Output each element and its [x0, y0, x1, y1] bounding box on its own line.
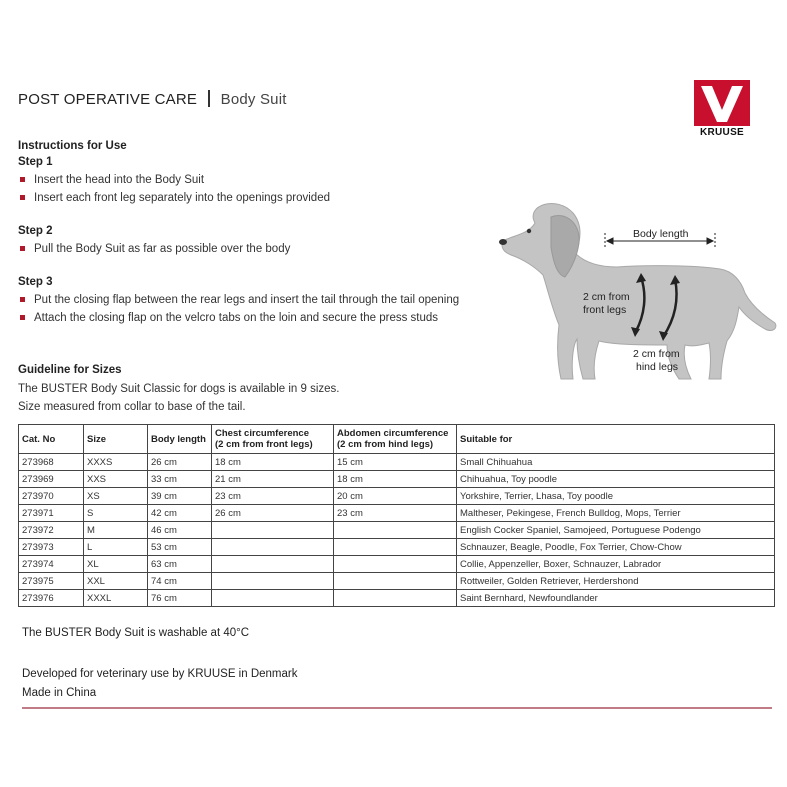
col-header-body-length: Body length: [148, 425, 212, 454]
suitable-for-cell: Rottweiler, Golden Retriever, Herdershond: [457, 573, 775, 590]
hind-legs-label-2: hind legs: [636, 361, 679, 373]
kruuse-logo: [694, 80, 750, 142]
chest-cell: 18 cm: [212, 454, 334, 471]
body-length-cell: 39 cm: [148, 488, 212, 505]
abdomen-cell: 15 cm: [334, 454, 457, 471]
list-item: Attach the closing flap on the velcro tabs on the loin and secure the press studs: [18, 309, 498, 327]
footer-notes: [22, 624, 297, 703]
size-cell: XXS: [84, 471, 148, 488]
size-table: [18, 424, 775, 607]
cat-no-cell: 273974: [19, 556, 84, 573]
body-length-cell: 76 cm: [148, 590, 212, 607]
size-cell: XL: [84, 556, 148, 573]
chest-cell: [212, 556, 334, 573]
step-2-list: [18, 240, 498, 258]
body-length-cell: 42 cm: [148, 505, 212, 522]
front-legs-label-1: 2 cm from: [583, 291, 630, 303]
abdomen-header-line-2: (2 cm from hind legs): [337, 439, 434, 450]
body-length-cell: 33 cm: [148, 471, 212, 488]
abdomen-cell: 18 cm: [334, 471, 457, 488]
suitable-for-cell: Yorkshire, Terrier, Lhasa, Toy poodle: [457, 488, 775, 505]
col-header-abdomen: [334, 425, 457, 454]
dog-measurement-diagram: [495, 195, 780, 390]
title-main: POST OPERATIVE CARE: [18, 91, 198, 108]
body-length-cell: 46 cm: [148, 522, 212, 539]
table-row: [19, 522, 775, 539]
col-header-size: Size: [84, 425, 148, 454]
size-cell: XS: [84, 488, 148, 505]
step-3-label: Step 3: [18, 276, 53, 288]
abdomen-cell: 20 cm: [334, 488, 457, 505]
chest-cell: [212, 573, 334, 590]
suitable-for-cell: Maltheser, Pekingese, French Bulldog, Mops, Terrier: [457, 505, 775, 522]
size-cell: XXL: [84, 573, 148, 590]
table-row: [19, 556, 775, 573]
size-cell: M: [84, 522, 148, 539]
suitable-for-cell: Chihuahua, Toy poodle: [457, 471, 775, 488]
size-cell: L: [84, 539, 148, 556]
sizes-heading: Guideline for Sizes: [18, 364, 122, 376]
chest-header-line-2: (2 cm from front legs): [215, 439, 313, 450]
cat-no-cell: 273975: [19, 573, 84, 590]
table-row: [19, 454, 775, 471]
body-length-cell: 74 cm: [148, 573, 212, 590]
abdomen-cell: [334, 556, 457, 573]
chest-cell: [212, 522, 334, 539]
sizes-line-2: Size measured from collar to base of the tail.: [18, 401, 246, 413]
abdomen-cell: 23 cm: [334, 505, 457, 522]
chest-cell: 23 cm: [212, 488, 334, 505]
chest-header-line-1: Chest circumference: [215, 428, 309, 439]
cat-no-cell: 273971: [19, 505, 84, 522]
logo-brand-text: KRUUSE: [699, 127, 745, 138]
suitable-for-cell: Small Chihuahua: [457, 454, 775, 471]
sizes-section: [18, 364, 340, 416]
col-header-suitable: Suitable for: [457, 425, 775, 454]
cat-no-cell: 273972: [19, 522, 84, 539]
list-item: Pull the Body Suit as far as possible over the body: [18, 240, 498, 258]
step-1-list: [18, 171, 498, 207]
page-title: [18, 90, 287, 108]
body-length-cell: 53 cm: [148, 539, 212, 556]
table-row: [19, 590, 775, 607]
step-2-label: Step 2: [18, 225, 53, 237]
cat-no-cell: 273969: [19, 471, 84, 488]
chest-cell: 26 cm: [212, 505, 334, 522]
suitable-for-cell: Schnauzer, Beagle, Poodle, Fox Terrier, Chow-Chow: [457, 539, 775, 556]
instructions-section: [18, 140, 498, 327]
table-row: [19, 471, 775, 488]
cat-no-cell: 273970: [19, 488, 84, 505]
table-row: [19, 488, 775, 505]
instructions-heading: Instructions for Use: [18, 140, 127, 152]
body-length-cell: 63 cm: [148, 556, 212, 573]
kruuse-v-icon: [694, 80, 750, 127]
step-3-list: [18, 291, 498, 327]
table-row: [19, 539, 775, 556]
col-header-cat: Cat. No: [19, 425, 84, 454]
chest-cell: [212, 590, 334, 607]
abdomen-cell: [334, 522, 457, 539]
body-length-label: Body length: [633, 228, 689, 240]
body-length-cell: 26 cm: [148, 454, 212, 471]
chest-cell: [212, 539, 334, 556]
made-in-note: Made in China: [22, 687, 97, 699]
cat-no-cell: 273976: [19, 590, 84, 607]
table-header-row: [19, 425, 775, 454]
step-1-label: Step 1: [18, 156, 53, 168]
title-subtitle: Body Suit: [220, 91, 287, 108]
hind-legs-label-1: 2 cm from: [633, 348, 680, 360]
size-cell: XXXS: [84, 454, 148, 471]
size-cell: XXXL: [84, 590, 148, 607]
size-cell: S: [84, 505, 148, 522]
chest-cell: 21 cm: [212, 471, 334, 488]
list-item: Insert the head into the Body Suit: [18, 171, 498, 189]
col-header-chest: [212, 425, 334, 454]
abdomen-cell: [334, 539, 457, 556]
suitable-for-cell: Collie, Appenzeller, Boxer, Schnauzer, Labrador: [457, 556, 775, 573]
abdomen-cell: [334, 590, 457, 607]
footer-divider: [22, 707, 772, 709]
abdomen-cell: [334, 573, 457, 590]
table-row: [19, 573, 775, 590]
cat-no-cell: 273968: [19, 454, 84, 471]
suitable-for-cell: English Cocker Spaniel, Samojeed, Portuguese Podengo: [457, 522, 775, 539]
abdomen-header-line-1: Abdomen circumference: [337, 428, 449, 439]
sizes-line-1: The BUSTER Body Suit Classic for dogs is available in 9 sizes.: [18, 383, 340, 395]
size-table-body: [19, 454, 775, 607]
washable-note: The BUSTER Body Suit is washable at 40°C: [22, 627, 250, 639]
front-legs-label-2: front legs: [583, 304, 627, 316]
cat-no-cell: 273973: [19, 539, 84, 556]
suitable-for-cell: Saint Bernhard, Newfoundlander: [457, 590, 775, 607]
developed-note: Developed for veterinary use by KRUUSE in Denmark: [22, 668, 298, 680]
table-row: [19, 505, 775, 522]
title-separator: [208, 90, 210, 107]
list-item: Insert each front leg separately into the openings provided: [18, 189, 498, 207]
list-item: Put the closing flap between the rear legs and insert the tail through the tail opening: [18, 291, 498, 309]
